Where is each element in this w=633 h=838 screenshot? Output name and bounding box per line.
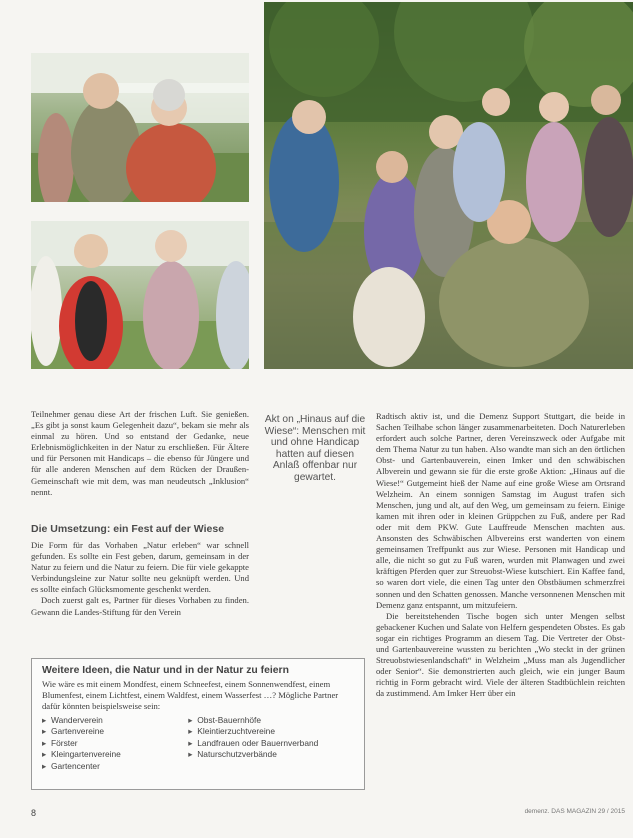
left-paragraph-1: Die Form für das Vorhaben „Natur erleben“ war schnell gefunden. Es sollte ein Fest geben, darum, gemeinsam in der Natur zu feiern und die Natur zu feiern. Die für viele gekappte Verbindungsleine zur Natur sollte neu geknüpft werden. Und es sollte einfach Glücksmomente geschenkt werden. — [31, 540, 249, 595]
info-box — [31, 658, 365, 790]
list-item: ▸ Gartencenter — [42, 761, 188, 772]
photo-dancing-couples-illustration — [264, 2, 633, 369]
right-paragraph-1: Radtisch aktiv ist, und die Demenz Support Stuttgart, die beide in Sachen Teilhabe schon länger zusammenarbeiteten. Doch Naturerleben erfordert auch solche Partner, deren Vereinszweck oder Aufgabe mit dem Thema Natur zu tun haben. Also wandte man sich an den örtlichen Obst- und Gartenbauverein, einen Imker und den schwäbischen Albverein und gewann sie für die erste große Aktion: „Hinaus auf die Wiese!“ Gutgemeint hieß der Name auf eine große Wiese am Ortsrand Welzheim. An einem sonnigen Samstag im August trafen sich Menschen, jung und alt, auf den Weg, um gemeinsam zu feiern. Einige kamen mit ihren oder in kleinen Grüppchen zu Fuß, andere per Rad oder mit dem PKW. Gute Lauffreude Menschen machten aus. Ansonsten des Schwäbischen Albvereins erst wanderten von einem gemeinsamen Treffpunkt aus zur Wiese. Personen mit Handicap und alle, die nicht so gut zu Fuß waren, wurden mit Planwagen und zwei kräftigen Pferden quer zur Streuobst-Wiese kutschiert. Ein Kaffee fand, so waren dort viele, die einen Tag unter den Obstbäumen schmerzfrei sonnen und den Schatten genossen. Manche versonnenen Menschen mit Demenz ganz entspannt, um mitzufeiern. — [376, 411, 625, 610]
list-item: ▸ Obst-Bauernhöfe — [188, 715, 354, 726]
photo-laughing-couple-illustration — [31, 53, 249, 202]
left-paragraph-2: Doch zuerst galt es, Partner für dieses Vorhaben zu finden. Gewann die Landes-Stiftung für den Verein — [31, 595, 249, 617]
list-item: ▸ Förster — [42, 738, 188, 749]
right-paragraph-2: Die bereitstehenden Tische bogen sich unter Mengen selbst gebackener Kuchen und Salate von Helfern gespendeten Obstes. Es gab sogar ein richtiges Programm an diesem Tag. Die Vertreter der Obst- und Gartenbauvereine wussten zu berichten „Wo steckt in der grünen Streuobstwiesenlandschaft“ in Welzheim „Muss man als Jugendlicher oder Senior“. Sie demonstrierten auch gleich, wie ein junger Baum richtig in Form gebracht wird. Viele der älteren Stadtbüchlein reichten da zustimmend. Am Imker Herr über ein — [376, 610, 625, 699]
list-item: ▸ Kleingartenvereine — [42, 749, 188, 760]
photo-laughing-couple — [31, 53, 249, 202]
section-heading: Die Umsetzung: ein Fest auf der Wiese — [31, 523, 225, 535]
photo-dancing-women-illustration — [31, 221, 249, 369]
partner-list-b — [188, 715, 354, 772]
intro-text: Teilnehmer genau diese Art der frischen Luft. Sie genießen. „Es gibt ja sonst kaum Gelegenheit dazu“, bekam sie mehr als einmal zu hören. Und so entstand der Gedanke, neue Erlebnismöglichkeiten in der Natur zu erschließen. Für Ältere und für Personen mit Handicaps – die ebenso für Jüngere und für alle anderen Menschen auf dem Rücken der Draußen-Gemeinschaft wie mit dem, was man neudeutsch „Inklusion“ nennt. — [31, 409, 249, 497]
list-item: ▸ Naturschutzverbände — [188, 749, 354, 760]
intro-paragraph — [31, 409, 249, 498]
list-item: ▸ Wanderverein — [42, 715, 188, 726]
info-box-text: Wie wäre es mit einem Mondfest, einem Schneefest, einem Sonnenwendfest, einem Blumenfest, einem Lichtfest, einem Waldfest, einem Wasserfest …? Mögliche Partner dafür könnten beispielsweise sein: — [42, 679, 339, 711]
info-box-title: Weitere Ideen, die Natur und in der Natur zu feiern — [42, 665, 289, 676]
list-item: ▸ Gartenvereine — [42, 726, 188, 737]
partner-list-a — [42, 715, 188, 772]
list-item: ▸ Kleintierzuchtvereine — [188, 726, 354, 737]
list-item: ▸ Landfrauen oder Bauernverband — [188, 738, 354, 749]
photo-dancing-women — [31, 221, 249, 369]
info-box-lists — [42, 715, 354, 772]
photo-caption: Akt on „Hinaus auf die Wiese“: Menschen mit und ohne Handicap hatten auf diesen Anlaß offenbar nur gewartet. — [264, 414, 366, 483]
photo-dancing-couples — [264, 2, 633, 369]
page-number: 8 — [31, 808, 37, 818]
left-column-body — [31, 540, 249, 618]
right-column-body — [376, 411, 625, 699]
footer-magazine-info: demenz. DAS MAGAZIN 29 / 2015 — [524, 808, 625, 815]
